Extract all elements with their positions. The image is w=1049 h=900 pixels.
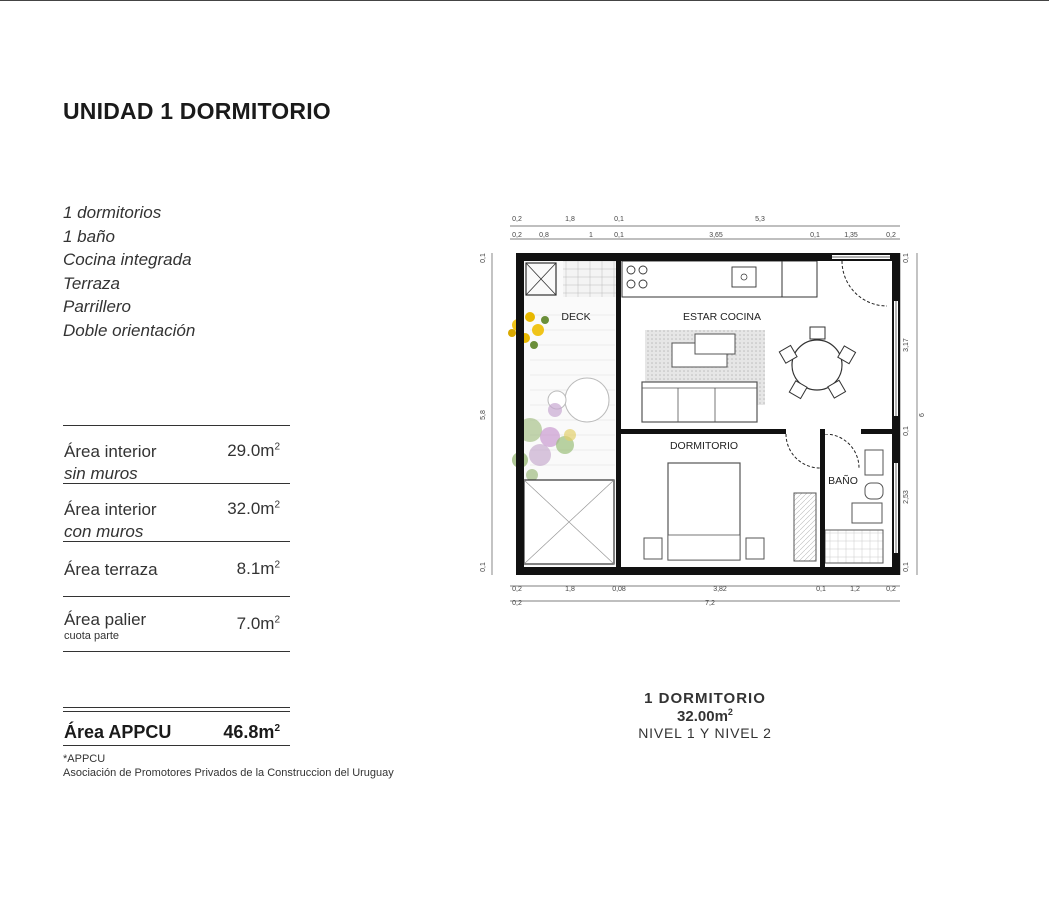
deck-table [565,378,609,422]
feature-item: Terraza [63,273,121,293]
bidet [852,503,882,523]
dim-label: 3,17 [903,338,910,352]
area-row-interior-con-muros [63,483,290,541]
dim-label: 6 [919,413,926,417]
dim-label: 7,2 [705,600,715,607]
dim-label: 0,1 [480,562,487,572]
floor-plan [470,205,926,620]
fridge [782,261,817,297]
kitchen-counter [622,261,792,297]
dim-label: 0,2 [512,232,522,239]
total-label: Área APPCU [64,722,172,742]
area-table [63,425,290,652]
dim-label: 0,2 [512,216,522,223]
area-label: Área terraza [64,560,158,579]
area-row-terraza [63,541,290,596]
wardrobe [794,493,816,561]
unit-exponent: 2 [274,614,280,626]
unit-exponent: 2 [274,723,280,734]
dim-label: 1 [589,232,593,239]
area-sublabel: sin muros [64,464,138,483]
feature-item: 1 dormitorios [63,203,162,222]
area-label: Área interior [64,442,157,461]
dim-label: 0,1 [903,562,910,572]
area-value: 32.0m [227,499,275,518]
dim-label: 0,1 [903,253,910,263]
area-table-end-rule [63,651,290,652]
dim-label: 0,2 [886,232,896,239]
dim-label: 1,8 [565,586,575,593]
dim-label: 1,8 [565,216,575,223]
caption-unit: 1 DORMITORIO [644,690,766,707]
dim-label: 1,35 [844,232,858,239]
bathroom-sink [865,450,883,475]
dim-label: 0,1 [903,426,910,436]
dim-label: 3,82 [713,586,727,593]
page-title: UNIDAD 1 DORMITORIO [63,98,331,124]
feature-item: Doble orientación [63,320,196,340]
total-value: 46.8m [223,722,275,742]
unit-exponent: 2 [727,707,733,717]
room-label-deck: DECK [561,311,591,323]
caption-area: 32.00m [677,708,728,725]
area-row-interior-sin-muros [63,425,290,483]
area-sublabel: con muros [64,522,144,541]
dim-label: 1,2 [850,586,860,593]
footnote [63,752,394,780]
total-row [63,707,290,742]
area-value: 29.0m [227,441,275,460]
area-row-palier [63,596,290,651]
dim-label: 0,1 [810,232,820,239]
dim-label: 0,2 [886,586,896,593]
dim-label: 0,2 [512,586,522,593]
unit-exponent: 2 [274,441,280,453]
toilet-icon [865,483,883,499]
dim-label: 0,1 [614,232,624,239]
dim-label: 0,1 [480,253,487,263]
area-label: Área interior [64,500,157,519]
area-value: 7.0m [236,614,275,633]
area-value: 8.1m [236,559,275,578]
room-label-bano: BAÑO [828,475,858,487]
dim-label: 0,8 [539,232,549,239]
total-bottom-rule [63,745,290,746]
area-label: Área palier [64,610,147,629]
top-rule [0,0,1049,1]
feature-item: Parrillero [63,297,132,316]
parrillero [563,261,616,297]
room-label-dormitorio: DORMITORIO [669,440,739,452]
dim-label: 5,3 [755,216,765,223]
feature-item: Cocina integrada [63,250,192,269]
dim-label: 3,65 [709,232,723,239]
area-note: cuota parte [64,630,120,642]
feature-item: 1 baño [63,226,115,246]
shower [825,530,883,563]
nightstand [644,538,662,559]
coffee-table [695,334,735,354]
footnote-line: Asociación de Promotores Privados de la Construccion del Uruguay [63,767,394,779]
dim-label: 0,1 [614,216,624,223]
nightstand [746,538,764,559]
caption-levels: NIVEL 1 Y NIVEL 2 [638,725,772,741]
dim-label: 0,08 [612,586,626,593]
dim-label: 0,2 [512,600,522,607]
room-label-estar-cocina: ESTAR COCINA [683,311,761,323]
dim-label: 5,8 [480,410,487,420]
unit-exponent: 2 [274,499,280,511]
dim-label: 2,53 [903,490,910,504]
unit-exponent: 2 [274,559,280,571]
footnote-line: *APPCU [63,753,106,765]
dim-label: 0,1 [816,586,826,593]
plan-caption [595,690,815,741]
features-list [63,201,195,342]
